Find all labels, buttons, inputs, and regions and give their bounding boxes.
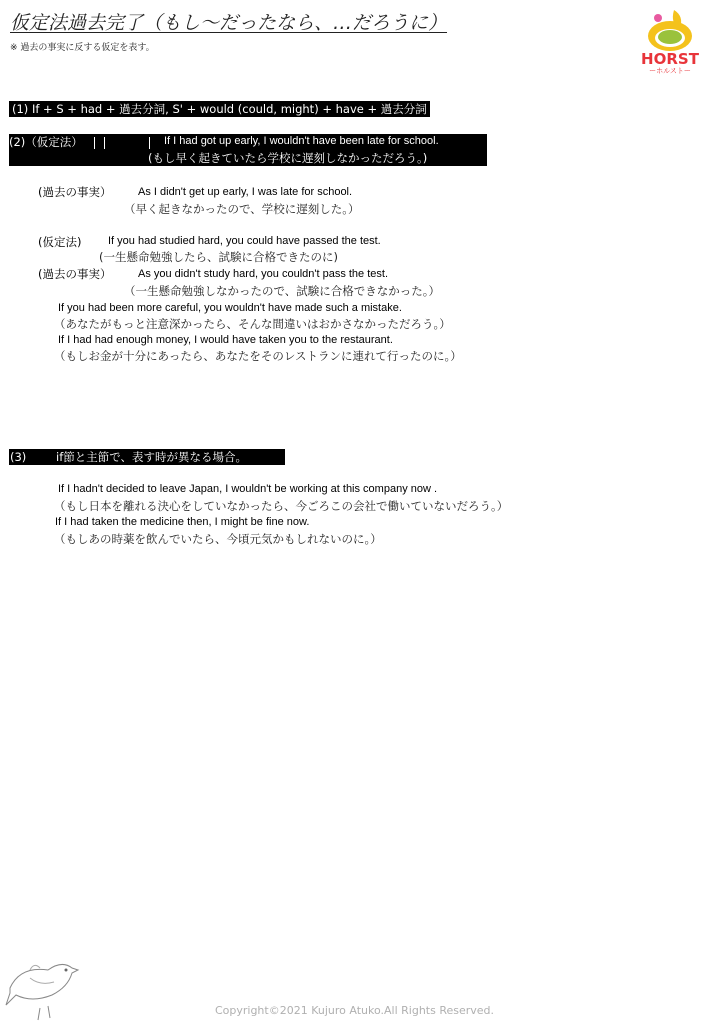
section2-example-jp: (もし早く起きていたら学校に遅刻しなかっただろう。) [148, 151, 428, 165]
copyright-footer: Copyright©2021 Kujuro Atuko.All Rights Reserved. [214, 1004, 495, 1017]
section3-number: (3) [10, 450, 27, 464]
section2-block [9, 134, 487, 166]
fact1-jp: （早く起きなかったので、学校に遅刻した。） [124, 202, 360, 216]
section1-heading: (1) If + S + had + 過去分詞, S' + would (could, might) + have + 過去分詞 [9, 101, 430, 117]
fact2-label: (過去の事実） [38, 267, 112, 281]
fact2-jp: （一生懸命勉強しなかったので、試験に合格できなかった。） [124, 284, 441, 298]
divider [149, 137, 150, 149]
fact1-en: As I didn't get up early, I was late for school. [138, 186, 353, 198]
section2-heading: (2)（仮定法） [9, 135, 83, 149]
section2-example-en: If I had got up early, I wouldn't have been late for school. [164, 135, 439, 147]
example6-en: If I had taken the medicine then, I might be fine now. [55, 516, 310, 528]
logo-text: HORST [641, 50, 699, 68]
page-title: 仮定法過去完了（もし〜だったなら、…だろうに） [10, 12, 448, 34]
note-text: ※ 過去の事実に反する仮定を表す。 [10, 43, 155, 53]
horst-logo [638, 6, 702, 76]
section3-heading: if節と主節で、表す時が異なる場合。 [56, 450, 248, 464]
hypo2-jp: (一生懸命勉強したら、試験に合格できたのに) [99, 250, 338, 264]
divider [94, 137, 95, 149]
logo-graphic [638, 6, 702, 76]
fact2-en: As you didn't study hard, you couldn't pass the test. [138, 268, 389, 280]
logo-subtext: ーホルストー [649, 67, 691, 75]
example5-jp: （もし日本を離れる決心をしていなかったら、今ごろこの会社で働いていないだろう。） [54, 499, 509, 513]
section3-heading-bar [9, 449, 285, 465]
divider [104, 137, 105, 149]
hypo2-label: (仮定法) [38, 235, 82, 249]
example3-jp: （あなたがもっと注意深かったら、そんな間違いはおかさなかっただろう。） [54, 317, 451, 331]
example3-en: If you had been more careful, you wouldn't have made such a mistake. [58, 302, 402, 314]
example4-en: If I had had enough money, I would have taken you to the restaurant. [58, 334, 393, 346]
example6-jp: （もしあの時薬を飲んでいたら、今頃元気かもしれないのに。） [54, 532, 382, 546]
example4-jp: （もしお金が十分にあったら、あなたをそのレストランに連れて行ったのに。） [54, 349, 462, 363]
fact1-label: (過去の事実） [38, 185, 112, 199]
example5-en: If I hadn't decided to leave Japan, I wouldn't be working at this company now . [58, 483, 438, 495]
hypo2-en: If you had studied hard, you could have passed the test. [108, 235, 381, 247]
